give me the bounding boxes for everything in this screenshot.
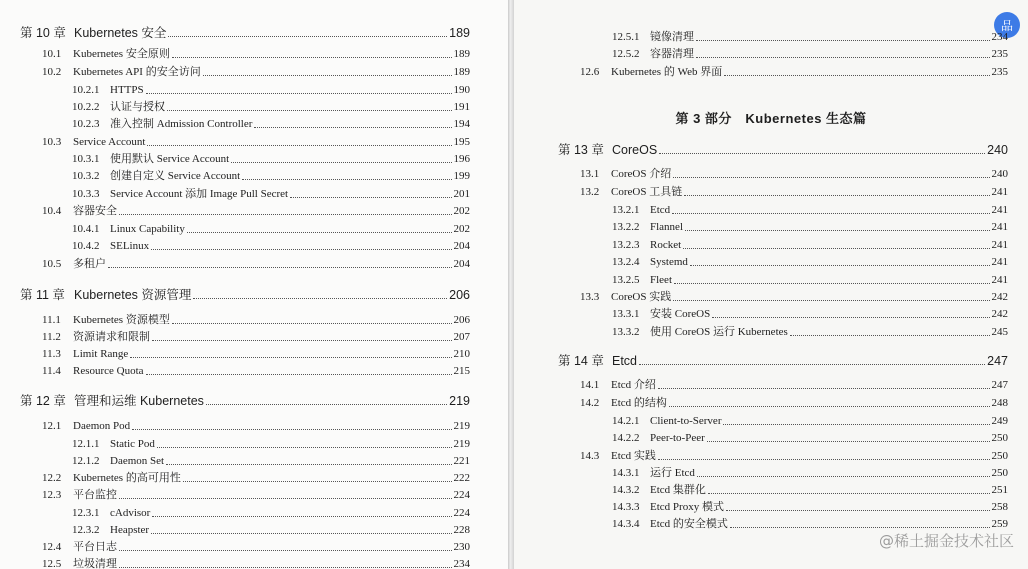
- toc-number: 第 10 章: [20, 26, 66, 40]
- toc-title: Static Pod: [110, 438, 155, 450]
- dot-leader: [730, 526, 990, 528]
- toc-page-number: 240: [991, 168, 1008, 180]
- toc-title: Kubernetes 安全原则: [73, 48, 170, 60]
- toc-page-number: 222: [453, 472, 470, 484]
- dot-leader: [724, 74, 989, 76]
- toc-title: HTTPS: [110, 84, 144, 96]
- toc-page-number: 228: [453, 524, 470, 536]
- toc-subsection-row: [612, 517, 1008, 531]
- toc-section-row: [42, 47, 470, 61]
- toc-title: 资源请求和限制: [73, 331, 150, 343]
- toc-title: Resource Quota: [73, 365, 144, 377]
- dot-leader: [157, 446, 452, 448]
- toc-title: CoreOS 实践: [611, 291, 672, 303]
- toc-page-number: 204: [453, 240, 470, 252]
- toc-subsection-row: [72, 187, 470, 201]
- toc-number: 14.3: [580, 450, 600, 462]
- toc-title: CoreOS 工具链: [611, 186, 683, 198]
- toc-subsection-row: [612, 500, 1008, 514]
- toc-section-row: [580, 396, 1008, 410]
- toc-title: 安装 CoreOS: [650, 308, 711, 320]
- toc-number: 第 11 章: [20, 288, 65, 302]
- toc-page-number: 206: [449, 288, 470, 302]
- toc-number: 第 13 章: [558, 143, 604, 157]
- dot-leader: [696, 56, 990, 58]
- toc-number: 10.4: [42, 205, 62, 217]
- toc-section-row: [42, 557, 470, 569]
- toc-title: Rocket: [650, 239, 682, 251]
- toc-page-number: 234: [453, 558, 470, 569]
- toc-number: 12.4: [42, 541, 62, 553]
- toc-page-number: 206: [453, 314, 470, 326]
- toc-title: CoreOS: [612, 143, 658, 157]
- toc-title: Etcd: [650, 204, 671, 216]
- toc-title: Etcd 介绍: [611, 379, 656, 391]
- dot-leader: [130, 356, 451, 358]
- toc-subsection-row: [612, 483, 1008, 497]
- toc-number: 12.1: [42, 420, 62, 432]
- dot-leader: [673, 176, 989, 178]
- toc-subsection-row: [612, 30, 1008, 44]
- dot-leader: [193, 297, 447, 299]
- dot-leader: [119, 549, 452, 551]
- toc-subsection-row: [612, 220, 1008, 234]
- toc-number: 第 12 章: [20, 394, 66, 408]
- dot-leader: [697, 475, 990, 477]
- dot-leader: [119, 213, 452, 215]
- toc-page-number: 199: [453, 170, 470, 182]
- toc-page-number: 249: [991, 415, 1008, 427]
- toc-title: Kubernetes 的高可用性: [73, 472, 181, 484]
- toc-number: 13.2: [580, 186, 600, 198]
- toc-number: 13.2.4: [612, 256, 640, 268]
- toc-page-number: 245: [991, 326, 1008, 338]
- toc-number: 11.3: [42, 348, 61, 360]
- toc-subsection-row: [612, 255, 1008, 269]
- toc-subsection-row: [72, 437, 470, 451]
- toc-number: 13.3.1: [612, 308, 640, 320]
- dot-leader: [242, 178, 451, 180]
- toc-title: 管理和运维 Kubernetes: [74, 394, 204, 408]
- toc-number: 10.1: [42, 48, 62, 60]
- dot-leader: [669, 405, 990, 407]
- toc-number: 13.3: [580, 291, 600, 303]
- dot-leader: [685, 229, 990, 231]
- toc-number: 12.3.2: [72, 524, 100, 536]
- toc-page-number: 196: [453, 153, 470, 165]
- toc-subsection-row: [72, 152, 470, 166]
- toc-number: 12.5.1: [612, 31, 640, 43]
- dot-leader: [712, 316, 989, 318]
- toc-chapter-row: [558, 354, 1008, 368]
- toc-section-row: [42, 135, 470, 149]
- right-page: [514, 0, 1028, 569]
- dot-leader: [119, 497, 452, 499]
- toc-title: 垃圾清理: [73, 558, 117, 569]
- dot-leader: [290, 196, 451, 198]
- toc-subsection-row: [612, 238, 1008, 252]
- toc-title: Peer-to-Peer: [650, 432, 705, 444]
- dot-leader: [132, 428, 451, 430]
- toc-title: Fleet: [650, 274, 672, 286]
- dot-leader: [108, 266, 452, 268]
- toc-title: 平台日志: [73, 541, 117, 553]
- dot-leader: [674, 282, 990, 284]
- toc-page-number: 250: [991, 450, 1008, 462]
- left-page: [0, 0, 508, 569]
- toc-number: 13.2.3: [612, 239, 640, 251]
- toc-number: 12.6: [580, 66, 600, 78]
- toc-title: Daemon Pod: [73, 420, 131, 432]
- watermark: @稀土掘金技术社区: [878, 532, 1014, 550]
- toc-subsection-row: [72, 222, 470, 236]
- toc-section-row: [580, 167, 1008, 181]
- toc-subsection-row: [612, 466, 1008, 480]
- toc-page-number: 202: [453, 223, 470, 235]
- toc-page-number: 234: [991, 31, 1008, 43]
- dot-leader: [707, 440, 990, 442]
- toc-chapter-row: [20, 26, 470, 40]
- toc-section-row: [42, 257, 470, 271]
- toc-number: 14.1: [580, 379, 600, 391]
- toc-title: Kubernetes 资源模型: [73, 314, 170, 326]
- toc-chapter-row: [558, 143, 1008, 157]
- dot-leader: [172, 56, 452, 58]
- toc-title: Service Account 添加 Image Pull Secret: [110, 188, 289, 200]
- toc-page-number: 189: [453, 48, 470, 60]
- toc-page-number: 202: [453, 205, 470, 217]
- dot-leader: [151, 248, 451, 250]
- toc-page-number: 241: [991, 256, 1008, 268]
- toc-subsection-row: [612, 47, 1008, 61]
- toc-page-number: 194: [453, 118, 470, 130]
- toc-subsection-row: [612, 325, 1008, 339]
- toc-subsection-row: [72, 239, 470, 253]
- dot-leader: [723, 423, 989, 425]
- toc-number: 11.4: [42, 365, 61, 377]
- toc-title: 准入控制 Admission Controller: [110, 118, 253, 130]
- dot-leader: [658, 458, 990, 460]
- toc-page-number: 219: [453, 438, 470, 450]
- toc-title: Etcd 实践: [611, 450, 656, 462]
- toc-title: cAdvisor: [110, 507, 151, 519]
- toc-title: Etcd 集群化: [650, 484, 706, 496]
- toc-title: Kubernetes 的 Web 界面: [611, 66, 723, 78]
- toc-page-number: 259: [991, 518, 1008, 530]
- toc-page-number: 210: [453, 348, 470, 360]
- toc-subsection-row: [72, 506, 470, 520]
- toc-number: 10.4.2: [72, 240, 100, 252]
- toc-number: 12.3.1: [72, 507, 100, 519]
- dot-leader: [231, 161, 451, 163]
- toc-section-row: [42, 488, 470, 502]
- toc-number: 12.1.2: [72, 455, 100, 467]
- toc-number: 10.2.2: [72, 101, 100, 113]
- dot-leader: [659, 152, 985, 154]
- dot-leader: [690, 264, 990, 266]
- toc-page-number: 215: [453, 365, 470, 377]
- dot-leader: [152, 339, 452, 341]
- toc-number: 11.1: [42, 314, 61, 326]
- toc-chapter-row: [20, 394, 470, 408]
- dot-leader: [147, 144, 451, 146]
- toc-number: 12.3: [42, 489, 62, 501]
- toc-title: Flannel: [650, 221, 683, 233]
- app-badge-icon[interactable]: 品: [994, 12, 1020, 38]
- toc-page-number: 250: [991, 467, 1008, 479]
- toc-title: Daemon Set: [110, 455, 165, 467]
- toc-page-number: 207: [453, 331, 470, 343]
- toc-number: 13.2.2: [612, 221, 640, 233]
- dot-leader: [639, 363, 985, 365]
- toc-page-number: 190: [453, 84, 470, 96]
- dot-leader: [696, 39, 990, 41]
- toc-subsection-row: [612, 414, 1008, 428]
- toc-section-row: [42, 330, 470, 344]
- toc-title: 使用默认 Service Account: [110, 153, 230, 165]
- toc-title: Etcd 的安全模式: [650, 518, 728, 530]
- toc-page-number: 230: [453, 541, 470, 553]
- dot-leader: [254, 126, 451, 128]
- toc-page-number: 224: [453, 489, 470, 501]
- toc-section-row: [42, 204, 470, 218]
- toc-subsection-row: [612, 307, 1008, 321]
- toc-page-number: 235: [991, 48, 1008, 60]
- toc-number: 10.3.1: [72, 153, 100, 165]
- dot-leader: [206, 403, 447, 405]
- toc-subsection-row: [612, 431, 1008, 445]
- toc-section-row: [580, 378, 1008, 392]
- toc-subsection-row: [72, 523, 470, 537]
- toc-number: 14.3.4: [612, 518, 640, 530]
- toc-page-number: 241: [991, 186, 1008, 198]
- toc-title: 容器清理: [650, 48, 694, 60]
- toc-number: 12.5.2: [612, 48, 640, 60]
- toc-section-row: [42, 313, 470, 327]
- toc-number: 14.3.3: [612, 501, 640, 513]
- toc-page-number: 258: [991, 501, 1008, 513]
- toc-section-row: [42, 419, 470, 433]
- toc-page-number: 204: [453, 258, 470, 270]
- toc-number: 10.2.3: [72, 118, 100, 130]
- toc-number: 10.2.1: [72, 84, 100, 96]
- toc-page-number: 189: [453, 66, 470, 78]
- dot-leader: [187, 231, 452, 233]
- toc-title: Etcd 的结构: [611, 397, 667, 409]
- dot-leader: [152, 515, 451, 517]
- toc-subsection-row: [612, 273, 1008, 287]
- toc-title: Systemd: [650, 256, 688, 268]
- toc-title: Service Account: [73, 136, 146, 148]
- toc-page-number: 250: [991, 432, 1008, 444]
- toc-title: CoreOS 介绍: [611, 168, 672, 180]
- toc-number: 第 14 章: [558, 354, 604, 368]
- toc-page-number: 195: [453, 136, 470, 148]
- toc-page-number: 221: [453, 455, 470, 467]
- toc-number: 14.2: [580, 397, 600, 409]
- toc-section-row: [580, 185, 1008, 199]
- toc-subsection-row: [72, 169, 470, 183]
- toc-title: Kubernetes 安全: [74, 26, 167, 40]
- dot-leader: [683, 247, 989, 249]
- toc-page-number: 219: [453, 420, 470, 432]
- toc-number: 14.3.2: [612, 484, 640, 496]
- toc-subsection-row: [72, 117, 470, 131]
- toc-section-row: [580, 65, 1008, 79]
- dot-leader: [172, 322, 452, 324]
- toc-title: 多租户: [73, 258, 106, 270]
- toc-page-number: 248: [991, 397, 1008, 409]
- dot-leader: [146, 373, 452, 375]
- dot-leader: [166, 463, 451, 465]
- toc-chapter-row: [20, 288, 470, 302]
- dot-leader: [790, 334, 990, 336]
- dot-leader: [673, 299, 989, 301]
- toc-title: Client-to-Server: [650, 415, 722, 427]
- toc-section-row: [580, 449, 1008, 463]
- toc-page-number: 251: [991, 484, 1008, 496]
- toc-page-number: 235: [991, 66, 1008, 78]
- toc-number: 13.1: [580, 168, 600, 180]
- toc-section-row: [42, 65, 470, 79]
- toc-number: 10.4.1: [72, 223, 100, 235]
- toc-page-number: 247: [987, 354, 1008, 368]
- toc-number: 14.2.1: [612, 415, 640, 427]
- toc-subsection-row: [72, 454, 470, 468]
- toc-page-number: 224: [453, 507, 470, 519]
- toc-title: 容器安全: [73, 205, 117, 217]
- toc-title: 运行 Etcd: [650, 467, 695, 479]
- toc-number: 14.2.2: [612, 432, 640, 444]
- toc-section-row: [580, 290, 1008, 304]
- toc-page-number: 241: [991, 221, 1008, 233]
- toc-subsection-row: [72, 83, 470, 97]
- dot-leader: [167, 109, 452, 111]
- toc-title: Kubernetes 资源管理: [74, 288, 192, 302]
- dot-leader: [183, 480, 452, 482]
- toc-number: 10.3: [42, 136, 62, 148]
- toc-page-number: 242: [991, 308, 1008, 320]
- dot-leader: [168, 35, 447, 37]
- dot-leader: [672, 212, 989, 214]
- toc-number: 10.3.2: [72, 170, 100, 182]
- toc-section-row: [42, 540, 470, 554]
- toc-title: Etcd Proxy 模式: [650, 501, 724, 513]
- toc-number: 13.2.1: [612, 204, 640, 216]
- toc-number: 12.1.1: [72, 438, 100, 450]
- toc-page-number: 241: [991, 204, 1008, 216]
- toc-title: Limit Range: [73, 348, 129, 360]
- toc-title: Etcd: [612, 354, 638, 368]
- toc-title: 创建自定义 Service Account: [110, 170, 241, 182]
- toc-title: 镜像清理: [650, 31, 694, 43]
- dot-leader: [658, 387, 990, 389]
- toc-title: Heapster: [110, 524, 150, 536]
- dot-leader: [708, 492, 990, 494]
- toc-number: 10.3.3: [72, 188, 100, 200]
- toc-number: 10.5: [42, 258, 62, 270]
- toc-page-number: 189: [449, 26, 470, 40]
- toc-subsection-row: [72, 100, 470, 114]
- toc-section-row: [42, 364, 470, 378]
- toc-subsection-row: [612, 203, 1008, 217]
- dot-leader: [203, 74, 452, 76]
- toc-page-number: 201: [453, 188, 470, 200]
- toc-title: 平台监控: [73, 489, 117, 501]
- toc-number: 12.5: [42, 558, 62, 569]
- dot-leader: [684, 194, 989, 196]
- dot-leader: [151, 532, 451, 534]
- toc-page-number: 241: [991, 274, 1008, 286]
- toc-number: 10.2: [42, 66, 62, 78]
- toc-title: Linux Capability: [110, 223, 185, 235]
- toc-page-number: 247: [991, 379, 1008, 391]
- toc-number: 14.3.1: [612, 467, 640, 479]
- dot-leader: [146, 92, 452, 94]
- toc-title: 认证与授权: [110, 101, 165, 113]
- toc-page-number: 240: [987, 143, 1008, 157]
- dot-leader: [726, 509, 990, 511]
- toc-number: 13.3.2: [612, 326, 640, 338]
- toc-title: Kubernetes API 的安全访问: [73, 66, 201, 78]
- toc-number: 11.2: [42, 331, 61, 343]
- toc-page-number: 242: [991, 291, 1008, 303]
- toc-title: SELinux: [110, 240, 150, 252]
- toc-title: 使用 CoreOS 运行 Kubernetes: [650, 326, 788, 338]
- toc-page-number: 219: [449, 394, 470, 408]
- toc-section-row: [42, 347, 470, 361]
- toc-page-number: 191: [453, 101, 470, 113]
- toc-page-number: 241: [991, 239, 1008, 251]
- part-heading: 第 3 部分 Kubernetes 生态篇: [675, 111, 867, 126]
- toc-number: 13.2.5: [612, 274, 640, 286]
- toc-section-row: [42, 471, 470, 485]
- dot-leader: [119, 566, 452, 568]
- toc-number: 12.2: [42, 472, 62, 484]
